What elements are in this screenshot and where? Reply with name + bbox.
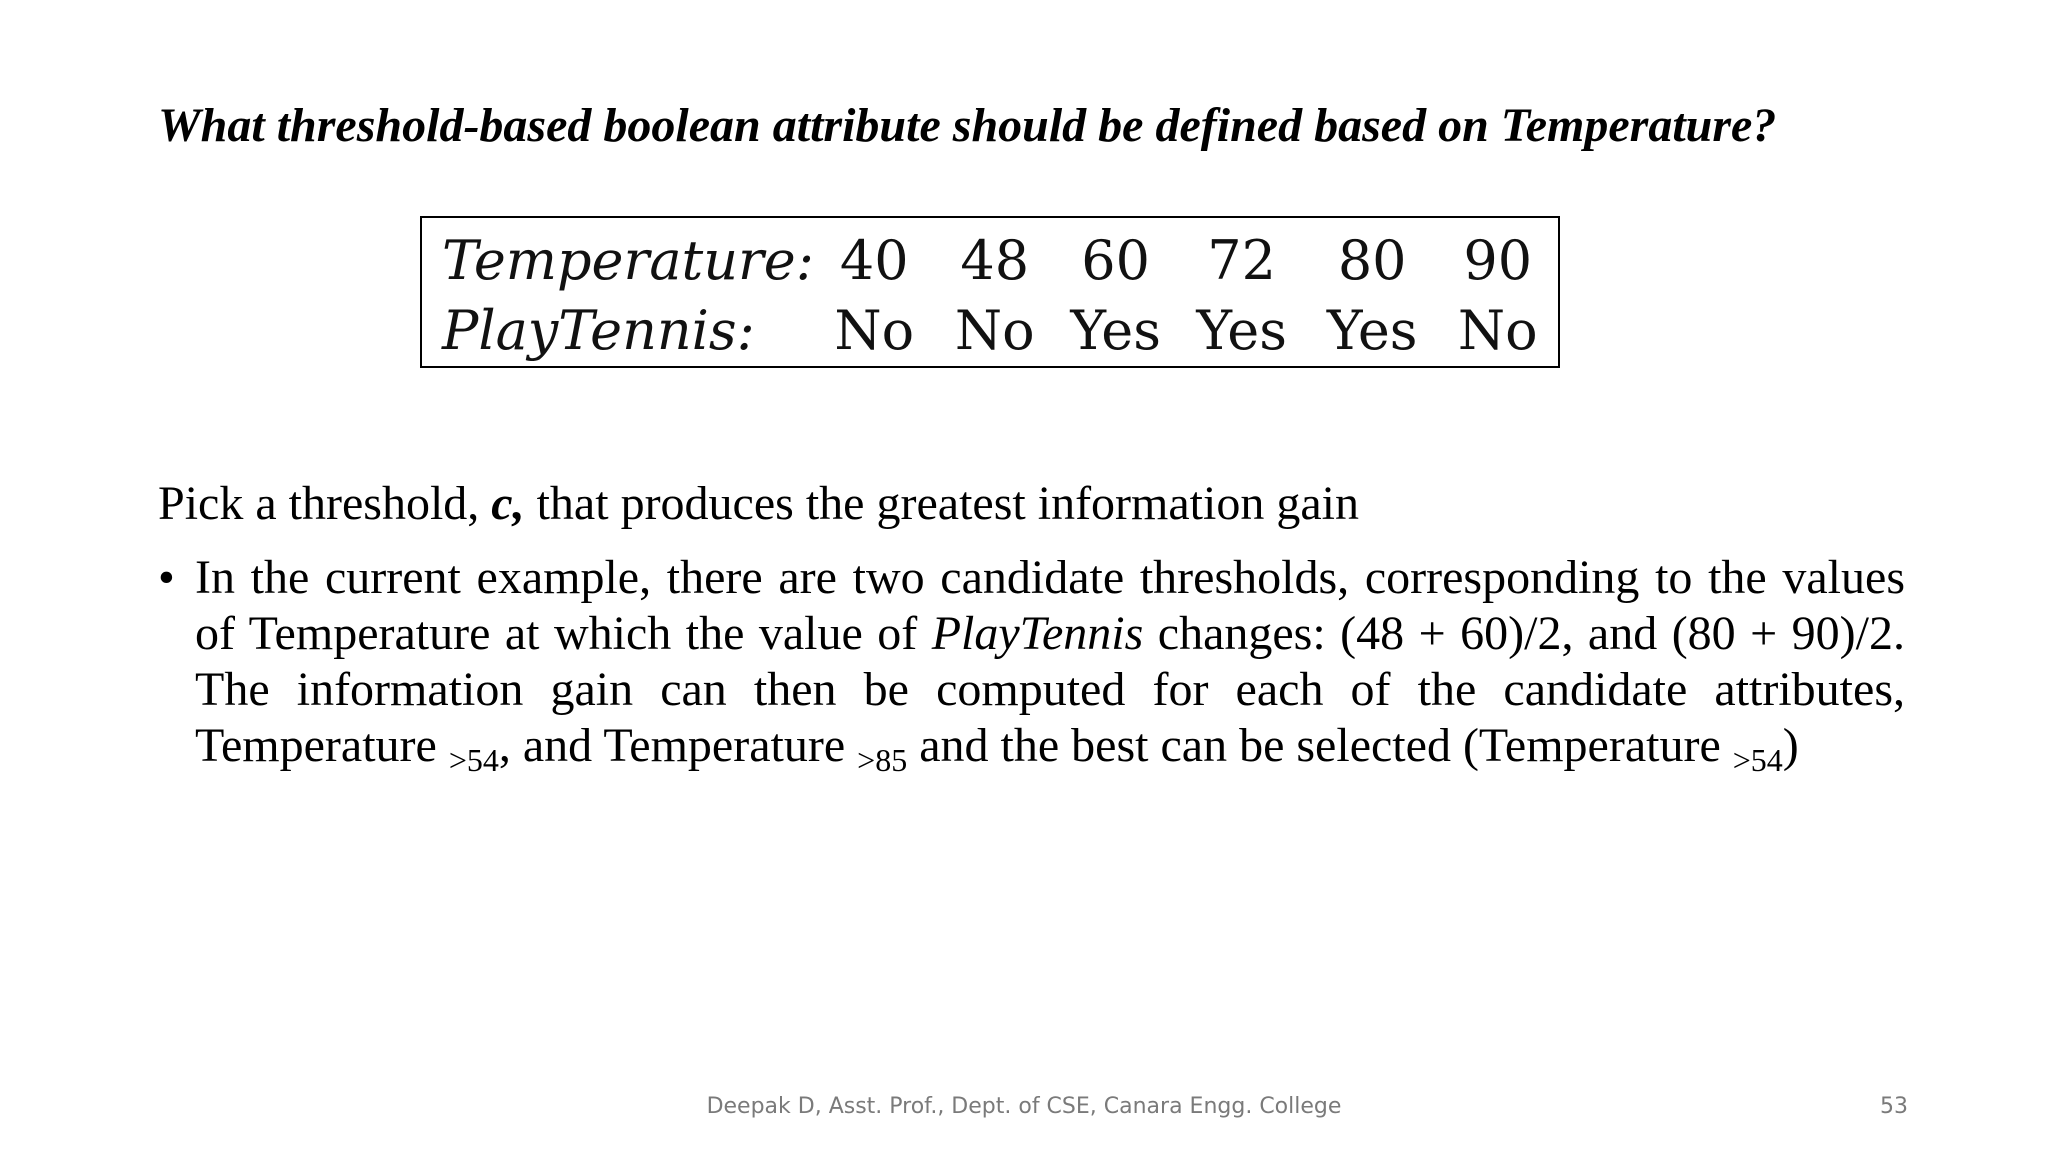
row-label-temperature: Temperature:	[442, 229, 814, 292]
temperature-playtennis-table	[442, 226, 1558, 366]
table-cell: 48	[960, 229, 1030, 292]
intro-paragraph	[158, 474, 1359, 534]
data-table-box	[420, 216, 1560, 368]
table-cell: 40	[839, 229, 909, 292]
page-number: 53	[1880, 1094, 1908, 1119]
subscript-gt85: >85	[857, 742, 908, 778]
threshold-variable: c,	[491, 477, 525, 530]
intro-text-after: that produces the greatest information gain	[524, 477, 1359, 530]
subscript-gt54: >54	[448, 742, 499, 778]
intro-text-before: Pick a threshold,	[158, 477, 492, 530]
table-cell: No	[954, 299, 1035, 362]
table-cell: Yes	[1070, 299, 1161, 362]
table-cell: Yes	[1326, 299, 1418, 362]
bullet-list	[158, 550, 1905, 778]
table-row-temperature	[442, 226, 1558, 296]
bullet-text-part: In the current example, there are two candidate thresholds, corresponding to the values of Temperature at which the value of	[195, 551, 1905, 660]
table-cell: 90	[1463, 229, 1533, 292]
table-cell: No	[834, 299, 915, 362]
table-cell: 72	[1207, 229, 1276, 292]
bullet-text-part: )	[1782, 719, 1799, 772]
slide-title: What threshold-based boolean attribute should be defined based on Temperature?	[158, 99, 1777, 152]
bullet-text-part: and the best can be selected (Temperature	[907, 719, 1733, 772]
bullet-text-part: , and Temperature	[498, 719, 858, 772]
row-label-playtennis: PlayTennis:	[442, 299, 755, 362]
table-cell: 80	[1337, 229, 1407, 292]
table-row-playtennis	[442, 296, 1558, 366]
table-cell: No	[1457, 299, 1538, 362]
slide-footer: Deepak D, Asst. Prof., Dept. of CSE, Canara Engg. College	[706, 1094, 1342, 1119]
bullet-icon: •	[158, 551, 175, 604]
subscript-gt54: >54	[1732, 742, 1783, 778]
bullet-item	[158, 550, 1905, 778]
table-cell: 60	[1081, 229, 1151, 292]
bullet-italic-playtennis: PlayTennis	[931, 607, 1144, 660]
bullet-text-part: changes: (48 + 60)/2, and (80 + 90)/2. The information gain can then be computed for each of the candidate attributes, Temperature	[195, 607, 1905, 772]
table-cell: Yes	[1196, 299, 1287, 362]
